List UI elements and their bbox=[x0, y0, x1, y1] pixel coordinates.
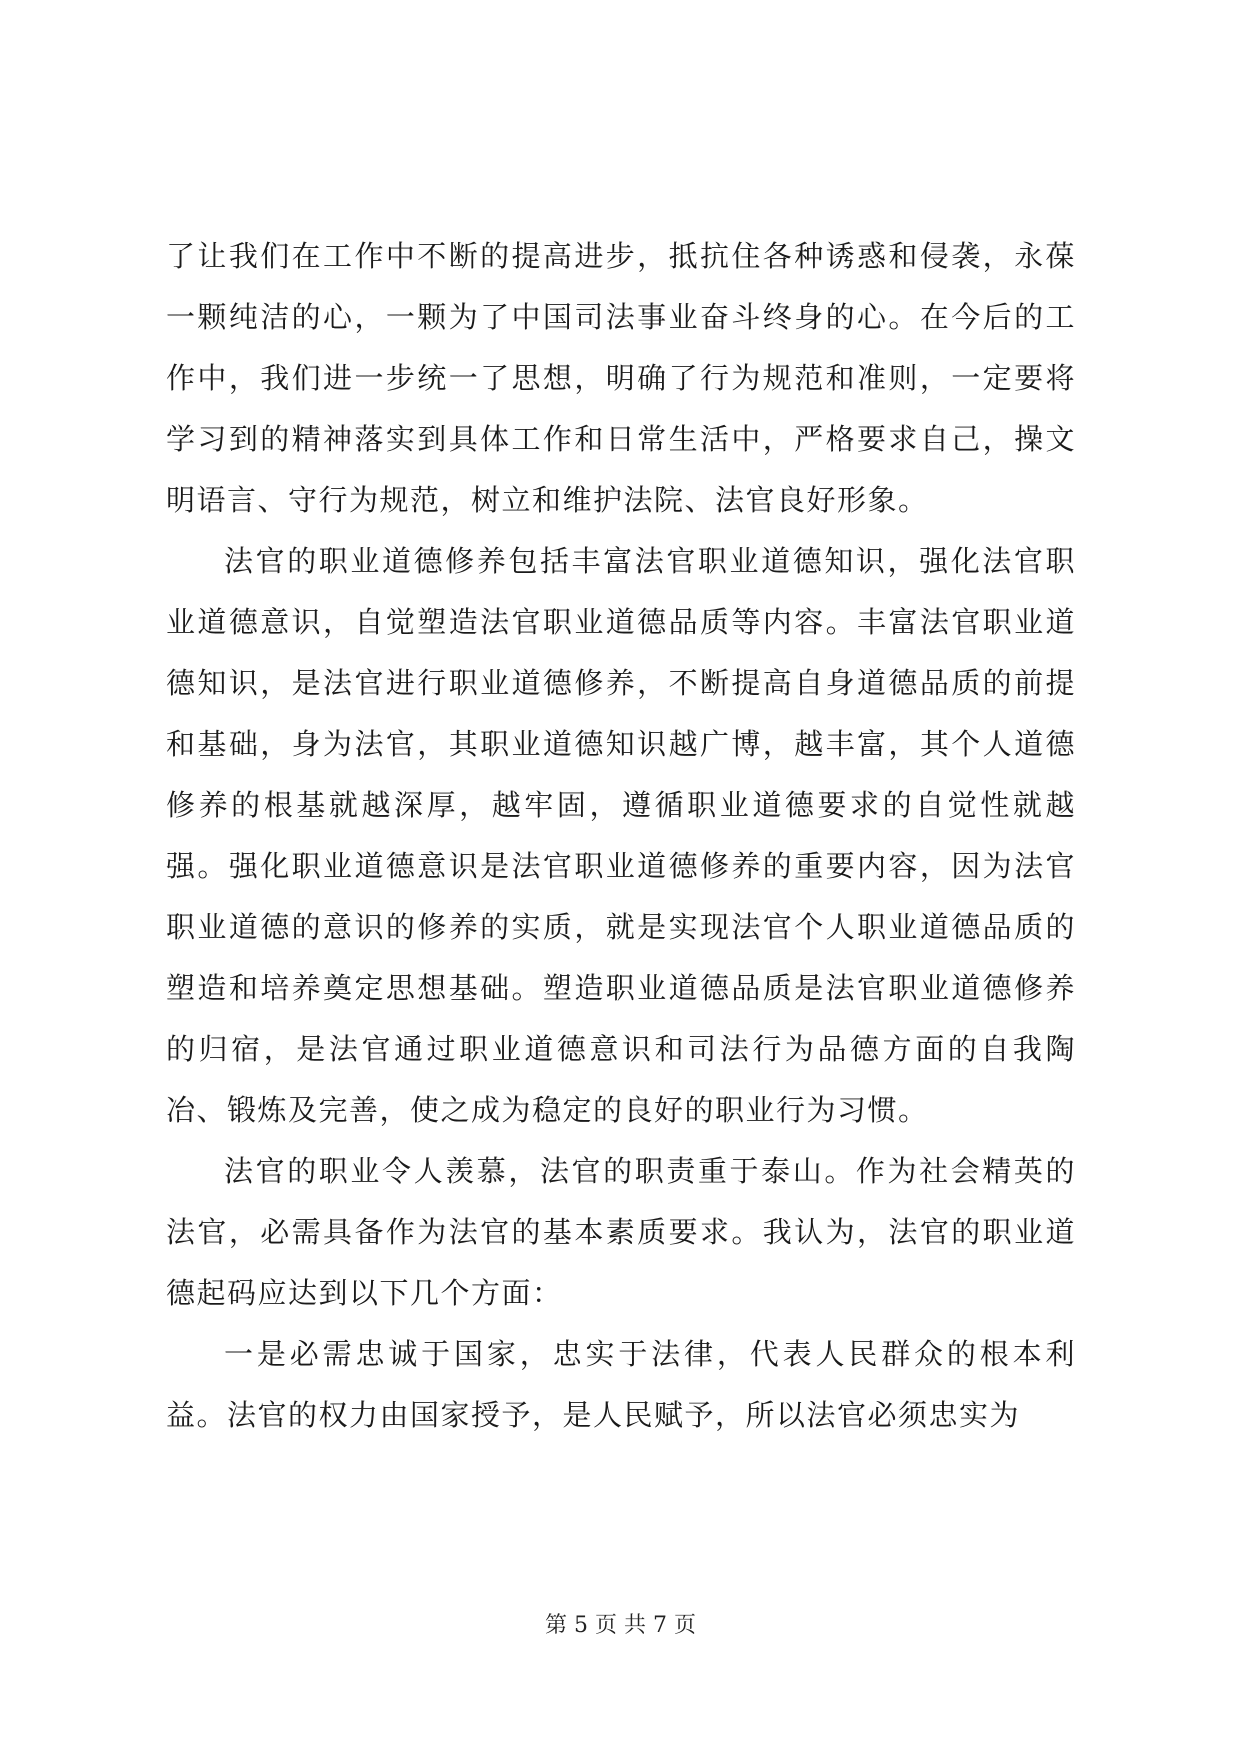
page-number-footer: 第 5 页 共 7 页 bbox=[545, 1613, 696, 1638]
paragraph-1: 了让我们在工作中不断的提高进步，抵抗住各种诱惑和侵袭，永葆一颗纯洁的心，一颗为了中国司法事业奋斗终身的心。在今后的工作中，我们进一步统一了思想，明确了行为规范和准则，一定要将学习到的精神落实到具体工作和日常生活中，严格要求自己，操文明语言、守行为规范，树立和维护法院、法官良好形象。 bbox=[166, 239, 1076, 517]
paragraph-2: 法官的职业道德修养包括丰富法官职业道德知识，强化法官职业道德意识，自觉塑造法官职业道德品质等内容。丰富法官职业道德知识，是法官进行职业道德修养，不断提高自身道德品质的前提和基础，身为法官，其职业道德知识越广博，越丰富，其个人道德修养的根基就越深厚，越牢固，遵循职业道德要求的自觉性就越强。强化职业道德意识是法官职业道德修养的重要内容，因为法官职业道德的意识的修养的实质，就是实现法官个人职业道德品质的塑造和培养奠定思想基础。塑造职业道德品质是法官职业道德修养的归宿，是法官通过职业道德意识和司法行为品德方面的自我陶冶、锻炼及完善，使之成为稳定的良好的职业行为习惯。 bbox=[166, 544, 1076, 1127]
paragraph-4: 一是必需忠诚于国家，忠实于法律，代表人民群众的根本利益。法官的权力由国家授予，是人民赋予，所以法官必须忠实为 bbox=[166, 1337, 1076, 1432]
document-body bbox=[166, 226, 1076, 1446]
paragraph-3: 法官的职业令人羡慕，法官的职责重于泰山。作为社会精英的法官，必需具备作为法官的基本素质要求。我认为，法官的职业道德起码应达到以下几个方面： bbox=[166, 1154, 1076, 1310]
